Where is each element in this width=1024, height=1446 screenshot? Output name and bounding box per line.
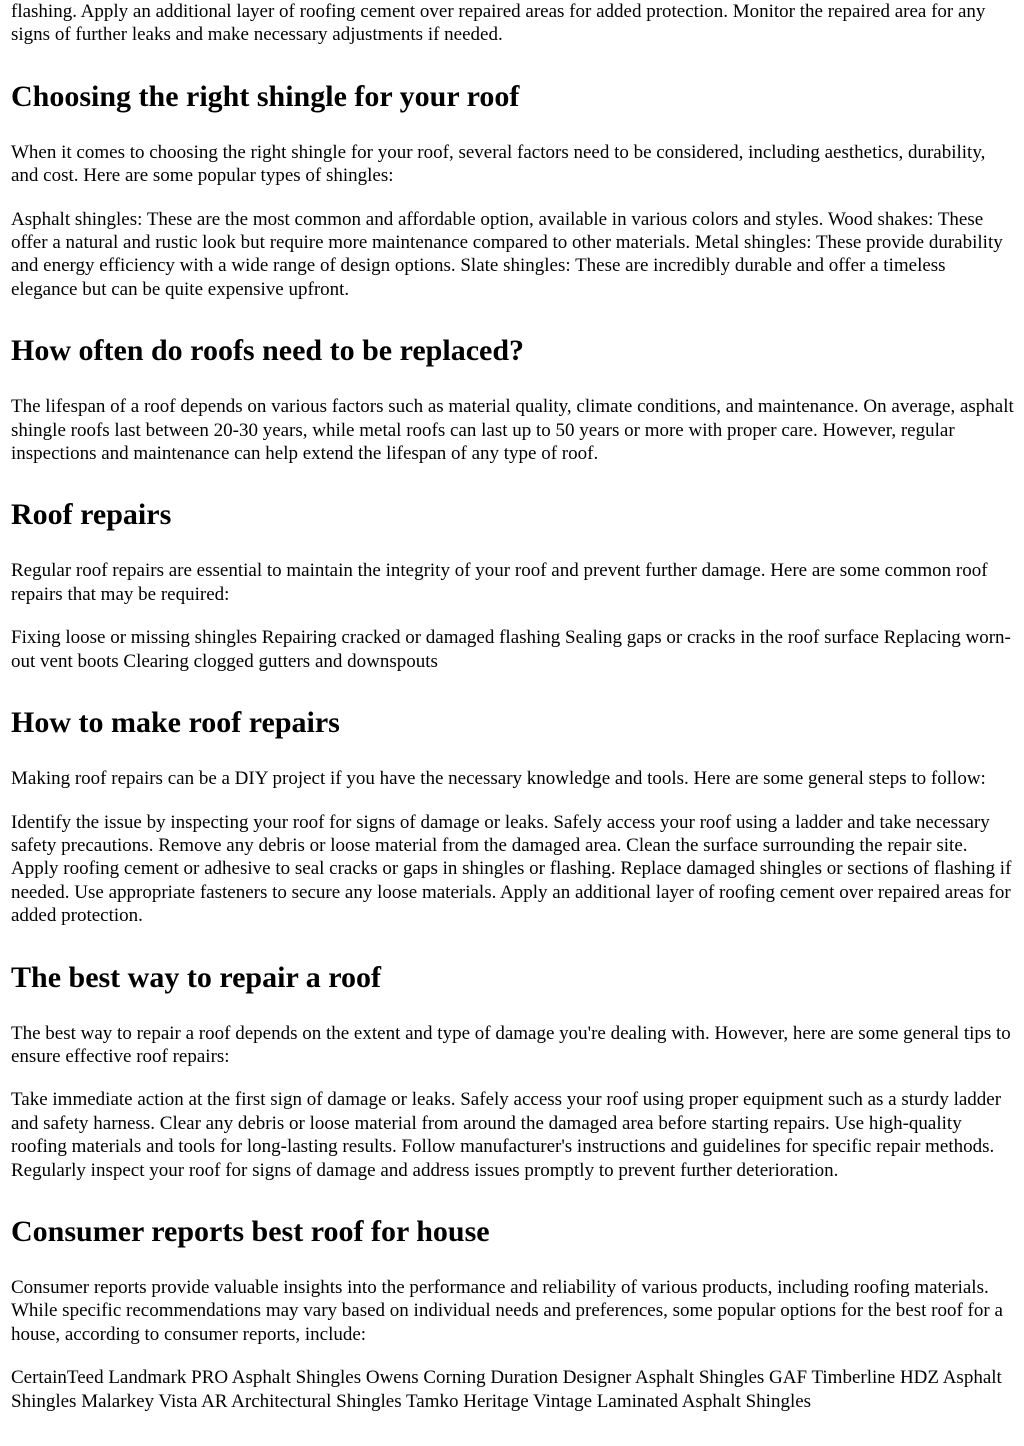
section-paragraph: Regular roof repairs are essential to maintain the integrity of your roof and prevent further damage. Here are some common roof repairs that may be required: [11, 560, 988, 605]
section-paragraph: When it comes to choosing the right shingle for your roof, several factors need to be considered, including aesthetics, durability, and cost. Here are some popular types of shingles: [11, 141, 986, 187]
section-paragraph: The lifespan of a roof depends on various factors such as material quality, climate conditions, and maintenance. On average, asphalt shingle roofs last between 20-30 years, while metal roofs can last up to 50 years or more with proper care. However, regular inspections and maintenance can help extend the lifespan of any type of roof. [11, 396, 1014, 465]
section-heading-roof-repairs: Roof repairs [11, 498, 172, 532]
section-paragraph: Asphalt shingles: These are the most common and affordable option, available in various colors and styles. Wood shakes: These offer a natural and rustic look but require more maintenance compared to other materials. Metal shingles: These provide durability and energy efficiency with a wide range of design options. Slate shingles: These are incredibly durable and offer a timeless elegance but can be quite expensive upfront. [11, 208, 1003, 300]
section-heading-best-way: The best way to repair a roof [11, 960, 381, 994]
section-paragraph: The best way to repair a roof depends on the extent and type of damage you're dealing with. However, here are some general tips to ensure effective roof repairs: [11, 1022, 1011, 1067]
section-paragraph: Making roof repairs can be a DIY project if you have the necessary knowledge and tools. Here are some general steps to follow: [11, 768, 986, 790]
section-paragraph: Identify the issue by inspecting your roof for signs of damage or leaks. Safely access your roof using a ladder and take necessary safety precautions. Remove any debris or loose material from the damaged area. Clean the surface surrounding the repair site. Apply roofing cement or adhesive to seal cracks or gaps in shingles or flashing. Replace damaged shingles or sections of flashing if needed. Use appropriate fasteners to secure any loose materials. Apply an additional layer of roofing cement over repaired areas for added protection. [11, 811, 1012, 927]
section-heading-consumer-reports: Consumer reports best roof for house [11, 1214, 490, 1248]
section-paragraph: Fixing loose or missing shingles Repairing cracked or damaged flashing Sealing gaps or cracks in the roof surface Replacing worn-out vent boots Clearing clogged gutters and downspouts [11, 627, 1011, 672]
intro-paragraph: flashing. Apply an additional layer of roofing cement over repaired areas for added protection. Monitor the repaired area for any signs of further leaks and make necessary adjustments if needed. [11, 1, 986, 46]
section-heading-roof-replacement: How often do roofs need to be replaced? [11, 334, 525, 368]
section-paragraph: CertainTeed Landmark PRO Asphalt Shingles Owens Corning Duration Designer Asphalt Shingles GAF Timberline HDZ Asphalt Shingles Malarkey Vista AR Architectural Shingles Tamko Heritage Vintage Laminated Asphalt Shingles [11, 1367, 1002, 1412]
section-heading-how-to-repair: How to make roof repairs [11, 706, 340, 740]
section-paragraph: Take immediate action at the first sign of damage or leaks. Safely access your roof using proper equipment such as a sturdy ladder and safety harness. Clear any debris or loose material from around the damaged area before starting repairs. Use high-quality roofing materials and tools for long-lasting results. Follow manufacturer's instructions and guidelines for specific repair methods. Regularly inspect your roof for signs of damage and address issues promptly to prevent further deterioration. [11, 1089, 1002, 1181]
section-paragraph: Consumer reports provide valuable insights into the performance and reliability of various products, including roofing materials. While specific recommendations may vary based on individual needs and preferences, some popular options for the best roof for a house, according to consumer reports, include: [11, 1276, 1003, 1345]
section-heading-choosing-shingle: Choosing the right shingle for your roof [11, 79, 520, 113]
